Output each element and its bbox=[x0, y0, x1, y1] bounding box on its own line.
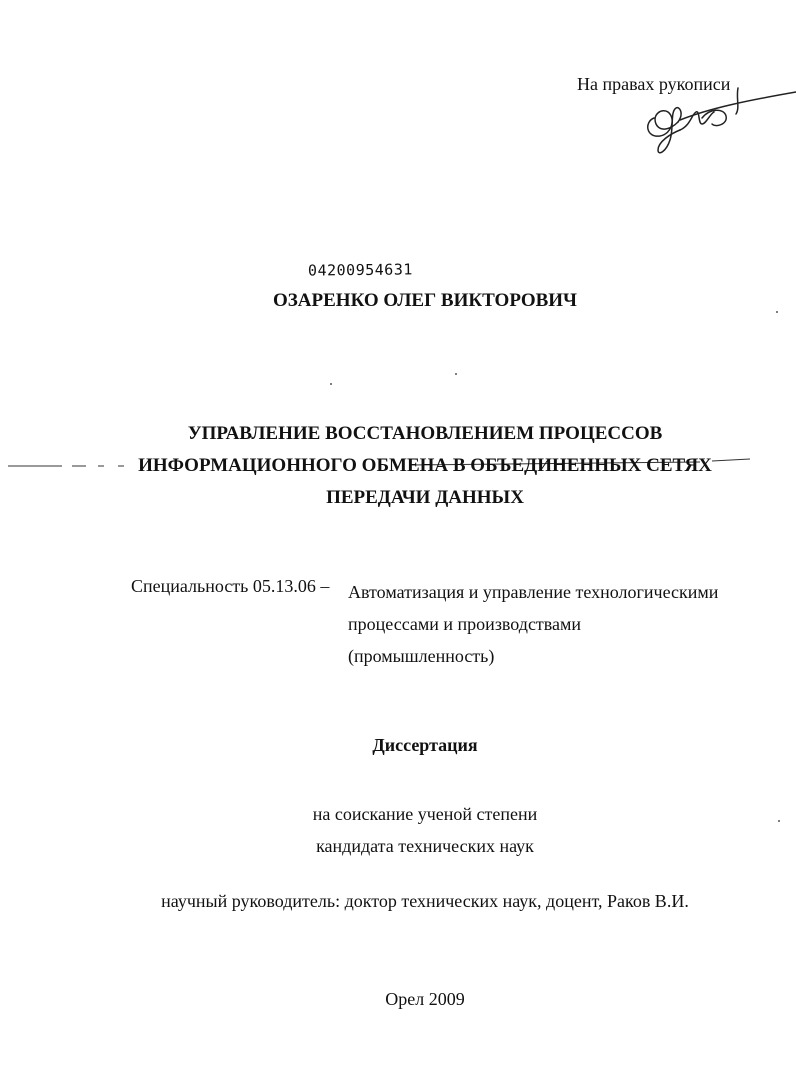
specialty-name-line: (промышленность) bbox=[348, 646, 495, 666]
title-line: ПЕРЕДАЧИ ДАННЫХ bbox=[326, 487, 524, 508]
scan-speck bbox=[330, 383, 332, 385]
document-type: Диссертация bbox=[372, 735, 478, 755]
dissertation-title bbox=[0, 418, 796, 514]
title-line: УПРАВЛЕНИЕ ВОССТАНОВЛЕНИЕМ ПРОЦЕССОВ bbox=[187, 423, 663, 444]
specialty-name-line: Автоматизация и управление технологическими bbox=[348, 582, 719, 602]
degree-statement bbox=[0, 798, 796, 862]
manuscript-note: На правах рукописи bbox=[577, 74, 731, 94]
specialty-name-line: процессами и производствами bbox=[348, 614, 582, 634]
scan-speck bbox=[455, 373, 457, 375]
specialty-name bbox=[348, 576, 718, 672]
specialty-code: Специальность 05.13.06 – bbox=[131, 576, 330, 596]
archive-number: 04200954631 bbox=[307, 260, 413, 280]
author-name: ОЗАРЕНКО ОЛЕГ ВИКТОРОВИЧ bbox=[272, 290, 578, 311]
scan-speck bbox=[776, 311, 778, 313]
degree-line: кандидата технических наук bbox=[316, 836, 534, 856]
signature bbox=[640, 78, 796, 160]
advisor: научный руководитель: доктор технических наук, доцент, Раков В.И. bbox=[161, 891, 689, 911]
title-line: ИНФОРМАЦИОННОГО ОБМЕНА В ОБЪЕДИНЕННЫХ СЕТЯХ bbox=[138, 455, 712, 476]
degree-line: на соискание ученой степени bbox=[312, 804, 538, 824]
place-year: Орел 2009 bbox=[385, 989, 465, 1009]
